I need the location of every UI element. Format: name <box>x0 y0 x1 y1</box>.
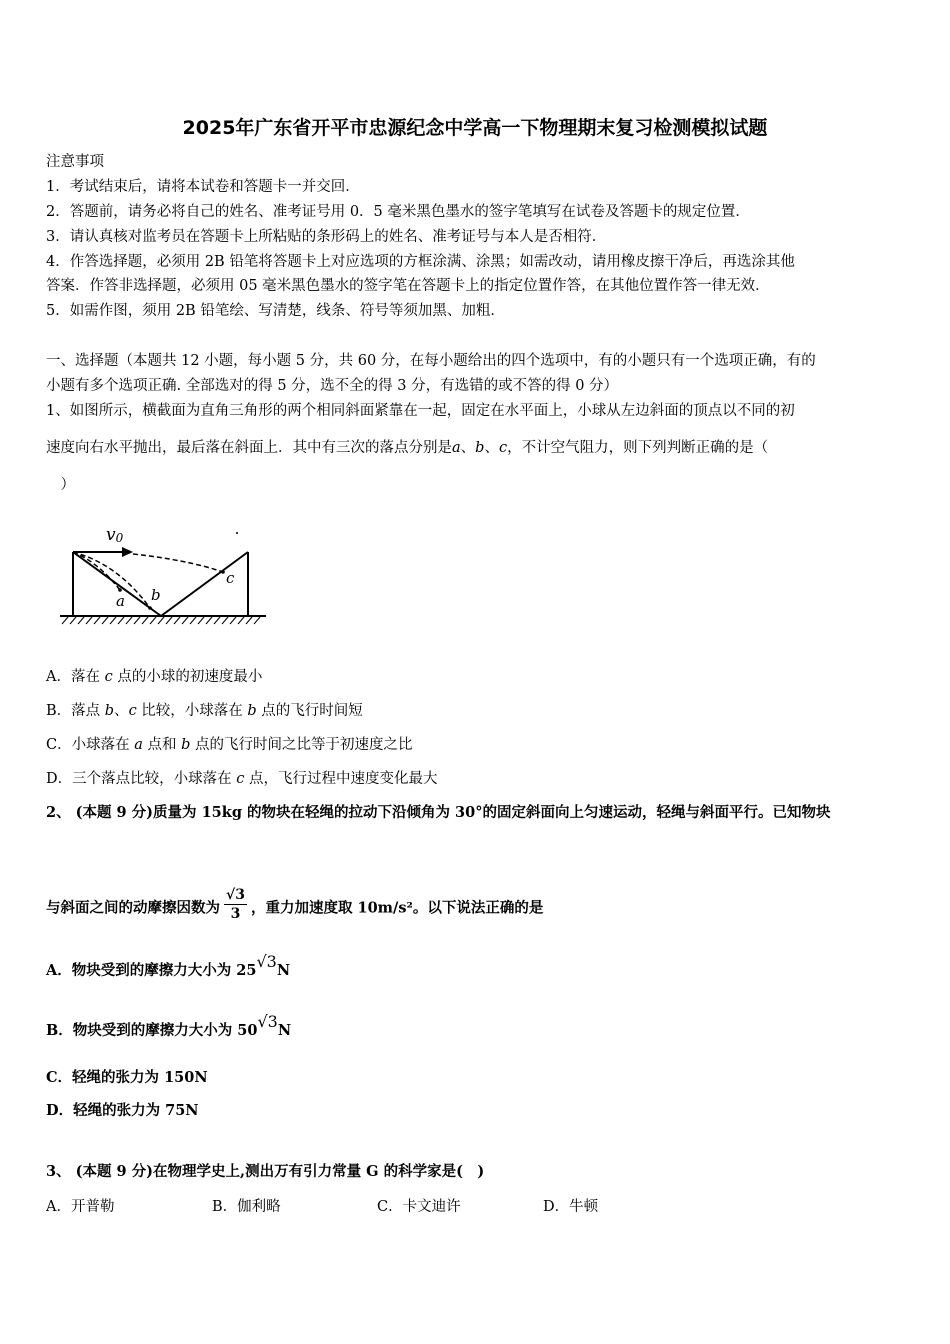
trajectory-c <box>133 554 223 572</box>
q1-option-a[interactable]: A．落在 c 点的小球的初速度最小 <box>46 669 263 685</box>
q3-option-b[interactable]: B．伽利略 <box>212 1199 281 1215</box>
label-b: b <box>151 586 161 604</box>
q3-stem: 3、 (本题 9 分)在物理学史上,测出万有引力常量 G 的科学家是( ) <box>46 1163 485 1180</box>
point-a: a <box>452 440 461 456</box>
q2-option-a[interactable]: A．物块受到的摩擦力大小为 25√3N <box>46 952 291 979</box>
landing-b <box>148 606 152 610</box>
section1-instructions: 一、选择题（本题共 12 小题，每小题 5 分，共 60 分，在每小题给出的四个选项中，有的小题只有一个选项正确，有的 <box>46 353 816 369</box>
label-a: a <box>116 592 125 610</box>
q2-stem-line2: 与斜面之间的动摩擦因数为 $\frac{√3}{3}$ ，重力加速度取 10m/s²。以下说法正确的是 <box>46 887 544 922</box>
point-b: b <box>475 440 485 456</box>
point-c: c <box>498 440 508 456</box>
label-c: c <box>226 569 235 587</box>
notice-item-4: 4．作答选择题，必须用 2B 铅笔将答题卡上对应选项的方框涂满、涂黑；如需改动，请用橡皮擦干净后，再选涂其他 <box>46 254 795 270</box>
q3-option-a[interactable]: A．开普勒 <box>46 1199 115 1215</box>
q1-stem-line2: 速度向右水平抛出，最后落在斜面上．其中有三次的落点分别是a、b、c，不计空气阻力，则下列判断正确的是（ <box>46 440 769 456</box>
label-v0: v0 <box>106 525 124 545</box>
q3-option-c[interactable]: C．卡文迪许 <box>377 1199 461 1215</box>
q1-stem-line1: 1、如图所示，横截面为直角三角形的两个相同斜面紧靠在一起，固定在水平面上，小球从左边斜面的顶点以不同的初 <box>46 403 795 419</box>
q2-option-b[interactable]: B．物块受到的摩擦力大小为 50√3N <box>46 1012 292 1039</box>
q3-option-d[interactable]: D．牛顿 <box>543 1199 599 1215</box>
page-title: 2025年广东省开平市忠源纪念中学高一下物理期末复习检测模拟试题 <box>182 117 768 139</box>
section1-instructions-cont: 小题有多个选项正确. 全部选对的得 5 分，选不全的得 3 分，有选错的或不答的得 0 分） <box>46 378 619 394</box>
notice-item-5: 5．如需作图，须用 2B 铅笔绘、写清楚，线条、符号等须加黑、加粗． <box>46 303 505 319</box>
q1-option-c[interactable]: C．小球落在 a 点和 b 点的飞行时间之比等于初速度之比 <box>46 737 413 753</box>
q2-option-d[interactable]: D．轻绳的张力为 75N <box>46 1102 199 1119</box>
notice-item-4-cont: 答案．作答非选择题，必须用 05 毫米黑色墨水的签字笔在答题卡上的指定位置作答，在其他位置作答一律无效． <box>46 278 770 294</box>
right-slope-incline <box>161 552 248 616</box>
friction-coefficient-fraction: $\frac{√3}{3}$ <box>226 887 245 922</box>
notice-item-3: 3．请认真核对监考员在答题卡上所粘贴的条形码上的姓名、准考证号与本人是否相符． <box>46 229 607 245</box>
q1-option-b[interactable]: B．落点 b、c 比较，小球落在 b 点的飞行时间短 <box>46 703 363 719</box>
q2-option-c[interactable]: C．轻绳的张力为 150N <box>46 1069 208 1086</box>
q1-stem-line3: ） <box>46 477 75 493</box>
landing-c <box>221 570 225 574</box>
notice-item-2: 2．答题前，请务必将自己的姓名、准考证号用 0．5 毫米黑色墨水的签字笔填写在试卷及答题卡的规定位置． <box>46 204 750 220</box>
arrow-head <box>122 547 133 557</box>
slope-diagram <box>58 520 270 630</box>
notice-item-1: 1．考试结束后，请将本试卷和答题卡一并交回． <box>46 179 360 195</box>
q1-figure <box>58 520 270 634</box>
ground-hatching <box>62 617 260 624</box>
notice-heading: 注意事项 <box>46 154 104 170</box>
q1-option-d[interactable]: D．三个落点比较，小球落在 c 点，飞行过程中速度变化最大 <box>46 771 438 787</box>
q2-stem-line1: 2、 (本题 9 分)质量为 15kg 的物块在轻绳的拉动下沿倾角为 30°的固定斜面向上匀速运动，轻绳与斜面平行。已知物块 <box>46 804 831 821</box>
